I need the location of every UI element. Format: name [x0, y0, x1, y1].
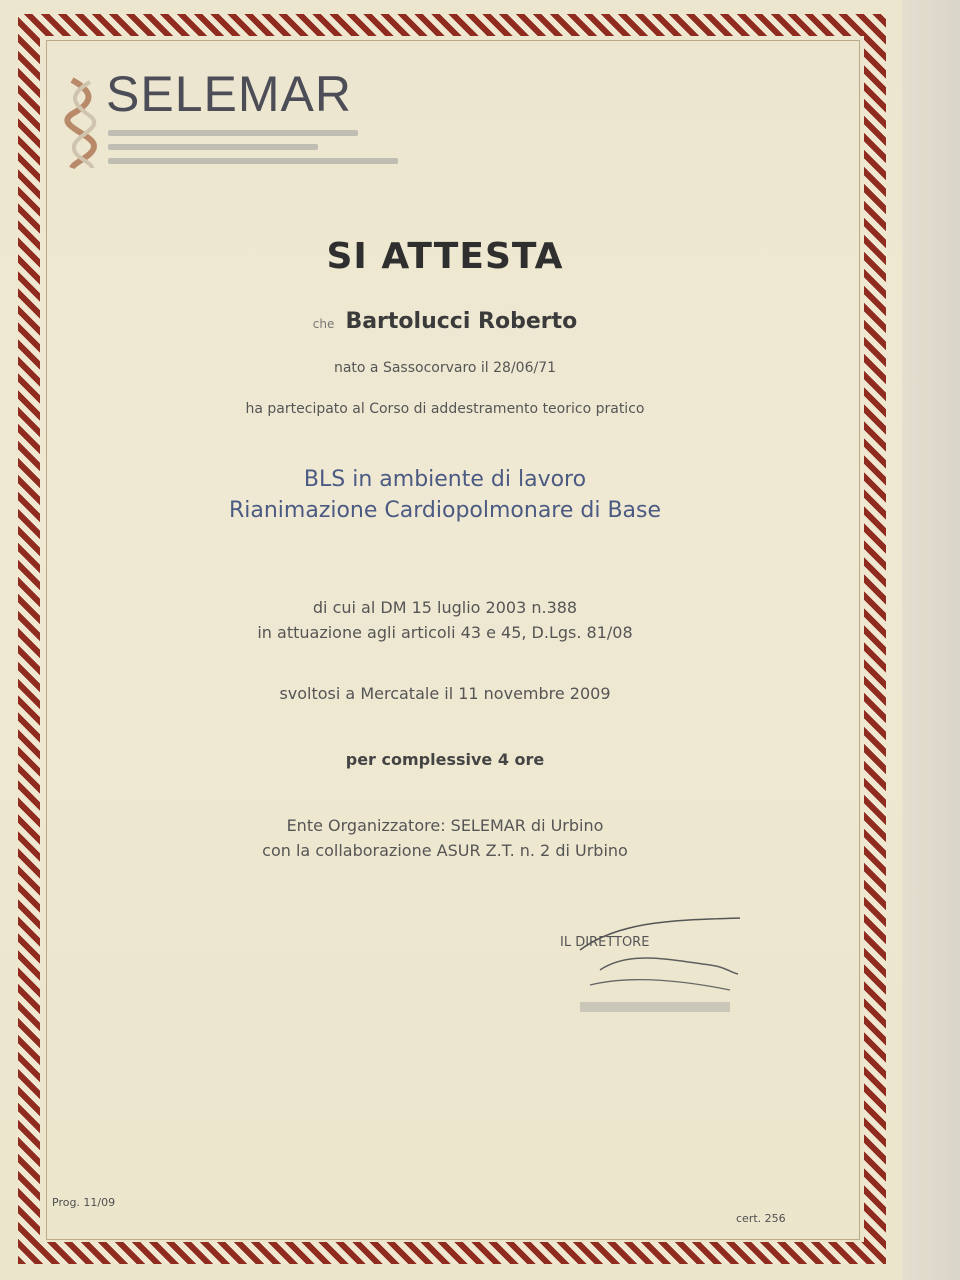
course-title-2: Rianimazione Cardiopolmonare di Base: [228, 498, 662, 523]
name-prefix: che: [312, 317, 335, 331]
course-title-1: BLS in ambiente di lavoro: [303, 467, 587, 492]
recipient-name: Bartolucci Roberto: [345, 309, 578, 334]
law-line-2: in attuazione agli articoli 43 e 45, D.Lgs. 81/08: [257, 623, 633, 642]
logo-email-line: [108, 158, 398, 164]
hours-line: per complessive 4 ore: [345, 750, 545, 769]
law-line-1: di cui al DM 15 luglio 2003 n.388: [312, 598, 578, 617]
helix-logo-icon: [64, 72, 104, 172]
recipient-line: [0, 309, 890, 334]
background-strip: [902, 0, 960, 1280]
birth-line: nato a Sassocorvaro il 28/06/71: [333, 360, 557, 376]
participation-line: ha partecipato al Corso di addestramento teorico pratico: [245, 401, 645, 417]
certificate-title: SI ATTESTA: [326, 236, 564, 277]
logo-contact-line: [108, 144, 318, 150]
certificate-code: cert. 256: [736, 1212, 786, 1225]
selemar-logo: [64, 66, 404, 176]
logo-address-line: [108, 130, 358, 136]
director-role: IL DIRETTORE: [560, 935, 650, 950]
organizer-line-2: con la collaborazione ASUR Z.T. n. 2 di Urbino: [262, 841, 628, 860]
progressive-number: Prog. 11/09: [52, 1196, 116, 1209]
director-signature: [560, 910, 760, 1030]
organizer-line-1: Ente Organizzatore: SELEMAR di Urbino: [286, 816, 604, 835]
logo-name: SELEMAR: [106, 66, 352, 122]
held-line: svoltosi a Mercatale il 11 novembre 2009: [279, 684, 611, 703]
